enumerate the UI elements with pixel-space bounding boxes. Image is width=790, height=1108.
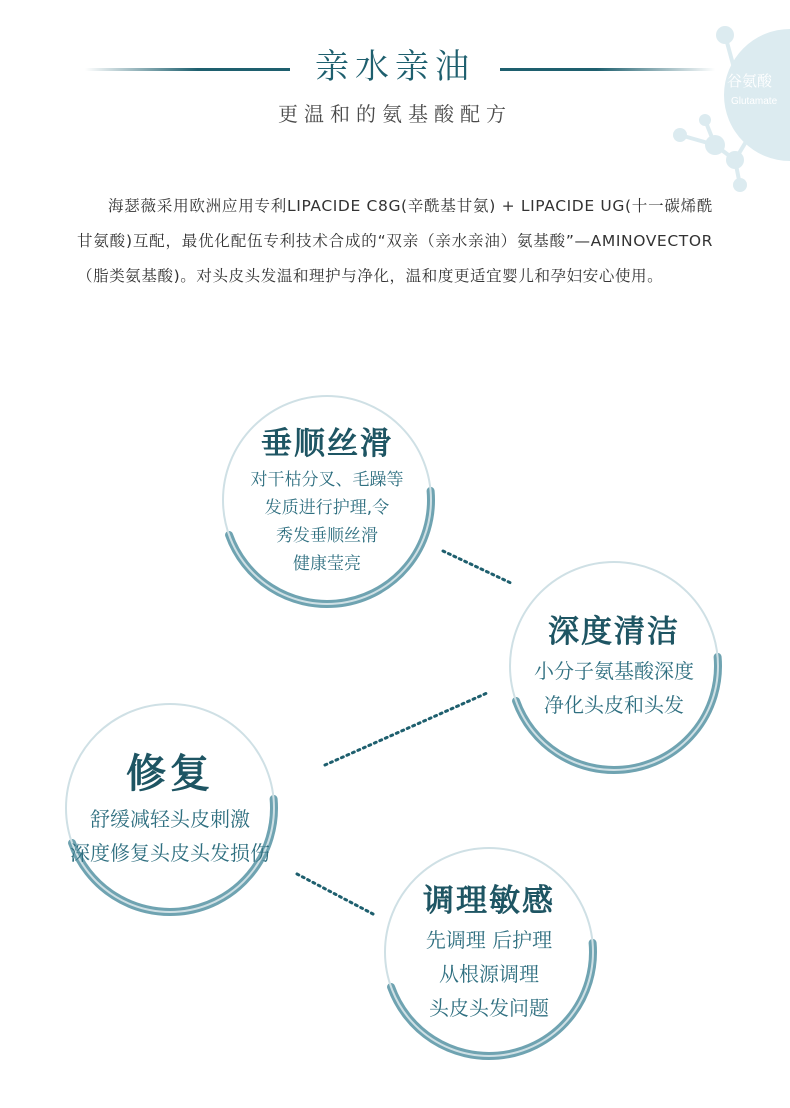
description-paragraph: 海瑟薇采用欧洲应用专利LIPACIDE C8G(辛酰基甘氨) + LIPACIDE UG(十一碳烯酰甘氨酸)互配，最优化配伍专利技术合成的“双亲（亲水亲油）氨基酸”—AMINOVECTOR （脂类氨基酸)。对头皮头发温和理护与净化，温和度更适宜婴儿和孕妇安心使用。: [77, 197, 713, 285]
feature-text: 从根源调理: [439, 962, 539, 986]
feature-text: 先调理 后护理: [425, 928, 553, 952]
feature-circle-sensitive: [379, 842, 599, 1062]
feature-circle-clean: [504, 556, 724, 776]
feature-text: 健康莹亮: [293, 554, 361, 574]
feature-text: 对干枯分叉、毛躁等: [250, 470, 404, 490]
feature-text: 秀发垂顺丝滑: [276, 526, 378, 546]
page-subtitle: 更温和的氨基酸配方: [278, 102, 512, 126]
page-title: 亲水亲油: [315, 47, 475, 87]
feature-title: 调理敏感: [423, 883, 555, 919]
molecule-label-en: Glutamate: [731, 96, 778, 107]
feature-title: 垂顺丝滑: [261, 426, 393, 462]
feature-title: 深度清洁: [548, 614, 680, 650]
feature-text: 小分子氨基酸深度: [534, 659, 694, 683]
feature-text: 舒缓减轻头皮刺激: [90, 807, 250, 831]
feature-text: 净化头皮和头发: [544, 693, 684, 717]
feature-text: 头皮头发问题: [429, 996, 549, 1020]
feature-text: 深度修复头皮头发损伤: [70, 841, 270, 865]
feature-circle-repair: [60, 698, 280, 918]
molecule-label: 谷氨酸: [727, 72, 773, 90]
feature-text: 发质进行护理,令: [264, 498, 390, 518]
feature-circle-smooth: [217, 390, 437, 610]
feature-title: 修复: [126, 751, 214, 797]
